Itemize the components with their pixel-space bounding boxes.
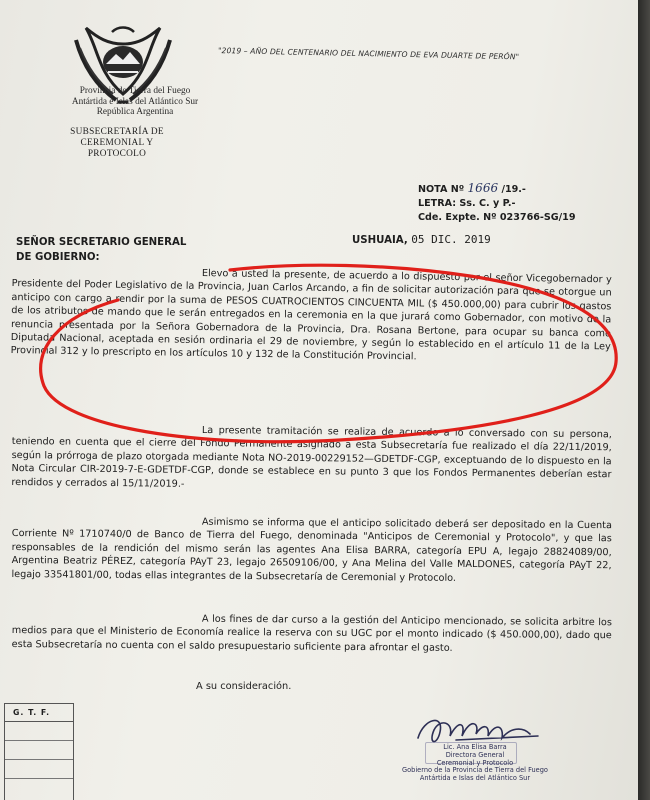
subsecretaria-line: SUBSECRETARÍA DE [70,127,164,137]
signature-block [400,744,550,783]
province-line: Provincia de Tierra del Fuego [79,86,191,96]
signature-line: Gobierno de la Provincia de Tierra del Fuego [402,766,548,775]
paragraph-budget-reserve: A los fines de dar curso a la gestión del Anticipo mencionado, se solicita arbitre los medios para que el Ministerio de Economía realice la reserva con su UGC por el monto indicado ($ 450.000,00), dado que esta Subsecretaría no cuenta con el saldo presupuestario suficiente para afrontar el gasto. [11,613,612,654]
subsecretaria-line: CEREMONIAL Y PROTOCOLO [80,138,154,159]
nota-label: NOTA Nº [418,184,465,195]
gtf-label: G. T. F. [5,704,73,722]
signature-line: Lic. Ana Elisa Barra [443,743,507,751]
year-motto: "2019 – AÑO DEL CENTENARIO DEL NACIMIENTO DE EVA DUARTE DE PERÓN" [217,46,520,62]
place-date [352,233,491,246]
date-stamp: 05 DIC. 2019 [411,233,491,246]
gtf-routing-box [4,703,74,800]
gtf-row [5,760,73,779]
signature-line: Antártida e Islas del Atlántico Sur [419,774,531,783]
province-line: Antártida e Islas del Atlántico Sur [71,96,199,107]
recipient-line: SEÑOR SECRETARIO GENERAL [16,237,187,248]
paragraph-request: Elevo a usted la presente, de acuerdo a lo dispuesto por el señor Vicegobernador y Presidente del Poder Legislativo de la Provincia, Juan Carlos Arcando, a fin de solicitar autorización para que se otorgue un anticipo con cargo a rendir por la suma de PESOS CUATROCIENTOS CINCUENTA MIL ($ 450.000,00) para cubrir los gastos de los atributos de mando que le serán entregados en la ceremonia en la que jurará como Gobernador, con motivo de la renuncia presentada por la Señora Gobernadora de la Provincia, Dra. Rosana Bertone, para ocupar su banca como Diputada Nacional, aceptada en sesión ordinaria el 29 de noviembre, y según lo establecido en el artículo 11 de la Ley Provincial 312 y lo prescripto en los artículos 10 y 132 de la Constitución Provincial. [10,267,612,363]
closing-line: A su consideración. [196,681,292,692]
nota-year: /19.- [501,184,526,195]
nota-reference [418,181,526,195]
signature-line: Directora General [445,750,505,759]
paragraph-deposit-account: Asimismo se informa que el anticipo solicitado deberá ser depositado en la Cuenta Corriente Nº 1710740/0 de Banco de Tierra del Fuego, denominada "Anticipos de Ceremonial y Protocolo", y que las responsables de la rendición del mismo serán las agentes Ana Elisa BARRA, categoría EPU A, legajo 28824089/00, Argentina Beatriz PÉREZ, categoría PAyT 23, legajo 26509106/00, y Ana Melina del Valle MALDONES, categoría PAyT 22, legajo 33541801/00, todas ellas integrantes de la Subsecretaría de Ceremonial y Protocolo. [11,516,612,584]
subsecretaria-name [52,127,182,160]
signature-line: Ceremonial y Protocolo [436,758,514,767]
gtf-row [5,741,73,760]
nota-number: 1666 [467,181,499,195]
recipient-address [16,235,186,265]
expediente-reference: Cde. Expte. Nº 023766-SG/19 [418,212,576,223]
letra-reference: LETRA: Ss. C. y P.- [418,198,516,209]
province-name [40,86,230,118]
page-edge-shadow [638,0,650,800]
paragraph-fund-closing: La presente tramitación se realiza de acuerdo a lo conversado con su persona, teniendo en cuenta que el cierre del Fondo Permanente asignado a esta Subsecretaría fue realizado el día 22/11/2019, según la prórroga de plazo otorgada mediante Nota NO-2019-00229152—GDETDF-CGP, exceptuando de lo dispuesto en la Nota Circular CIR-2019-7-E-GDETDF-CGP, donde se establece en su punto 3 que los Fondos Permanentes deberían estar rendidos y cerrados al 15/11/2019.- [11,424,612,490]
gtf-row [5,722,73,741]
province-line: República Argentina [96,107,174,117]
recipient-line: DE GOBIERNO: [16,252,100,263]
place-name: USHUAIA, [352,235,408,246]
